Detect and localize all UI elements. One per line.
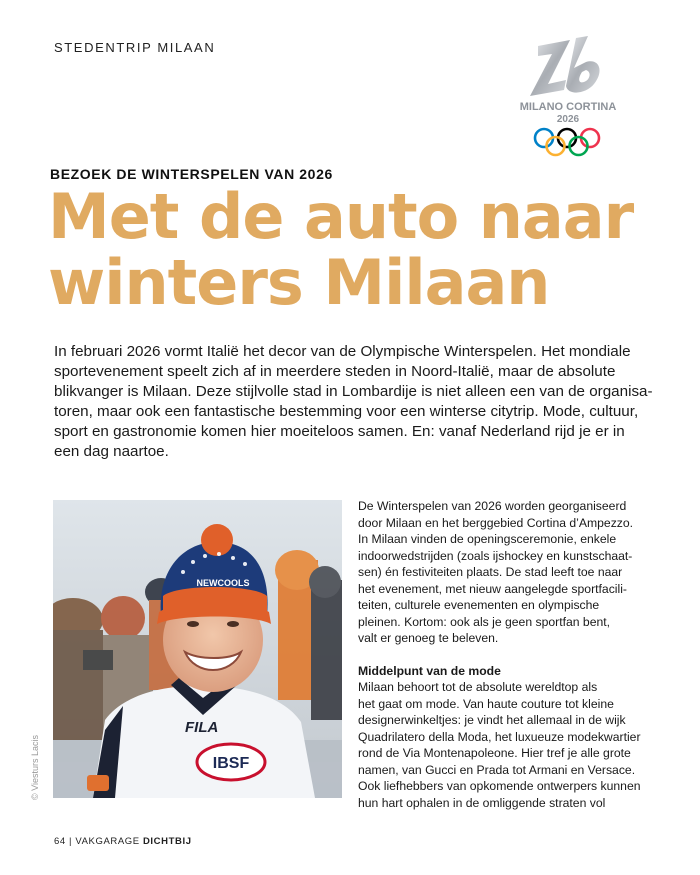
- body-line: indoorwedstrijden (zoals ijshockey en kunstschaat-: [358, 548, 633, 563]
- footer-brand-bold: DICHTBIJ: [142, 836, 192, 847]
- intro-line: sportevenement speelt zich af in meerdere steden in Noord-Italië, maar de absolute: [54, 363, 616, 380]
- intro-line: toren, maar ook een fantastische bestemming voor een winterse citytrip. Mode, cultuur,: [54, 403, 639, 420]
- article-headline: [48, 180, 688, 319]
- body-line: teiten, culturele evenementen en olympische: [358, 598, 600, 612]
- body-line: namen, van Gucci en Prada tot Armani en Versace.: [358, 762, 636, 777]
- ibsf-badge: [197, 744, 265, 780]
- jersey-ibsf-text: IBSF: [212, 755, 250, 772]
- body-line: designerwinkeltjes: je vindt het allemaal in de wijk: [358, 713, 626, 727]
- intro-line: sport en gastronomie komen hier moeiteloos samen. En: vanaf Nederland rijd je er in: [54, 423, 625, 440]
- body-line: Ook liefhebbers van opkomende ontwerpers kunnen: [358, 779, 641, 793]
- intro-line: blikvanger is Milaan. Deze stijlvolle stad in Lombardije is niet alleen een van de organisa-: [54, 383, 653, 400]
- milano-cortina-logo: [508, 32, 628, 160]
- body-line: rond de Via Montenapoleone. Hier tref je alle grote: [358, 746, 631, 760]
- body-line: pleinen. Kortom: ook als je geen sportfan bent,: [358, 614, 611, 629]
- article-subhead: BEZOEK DE WINTERSPELEN VAN 2026: [50, 166, 333, 182]
- photo-credit: © Viesturs Lacis: [30, 735, 40, 800]
- body-line: het evenement, met nieuw aangelegde sportfacili-: [358, 581, 627, 596]
- body-line: Quadrilatero della Moda, het luxueuze modekwartier: [358, 729, 641, 744]
- jersey-fila-text: FILA: [185, 719, 219, 736]
- body-line: sen) én festiviteiten plaats. De stad leeft toe naar: [358, 565, 623, 579]
- body-line: Milaan behoort tot de absolute wereldtop als: [358, 680, 598, 694]
- section-kicker: STEDENTRIP MILAAN: [54, 40, 216, 55]
- footer-brand: VAKGARAGE: [75, 836, 140, 847]
- intro-line: In februari 2026 vormt Italië het decor van de Olympische Winterspelen. Het mondiale: [54, 343, 631, 360]
- footer-separator: |: [69, 836, 73, 847]
- body-line: door Milaan en het berggebied Cortina d’Ampezzo.: [358, 515, 634, 530]
- futura-26-mark: [530, 36, 600, 96]
- olympic-rings-icon: [535, 129, 599, 155]
- body-line: valt er genoeg te beleven.: [358, 631, 499, 645]
- headline-line: winters Milaan: [48, 246, 550, 319]
- body-line: In Milaan vinden de openingsceremonie, enkele: [358, 532, 617, 546]
- intro-line: een dag naartoe.: [54, 443, 169, 460]
- headline-line: Met de auto naar: [48, 180, 634, 253]
- paragraph-gap: [358, 647, 658, 663]
- logo-text-line1: MILANO CORTINA: [519, 101, 617, 113]
- athlete-photo: [53, 500, 342, 798]
- section-title: Middelpunt van de mode: [358, 663, 501, 678]
- page-footer: [54, 836, 192, 847]
- body-line: hun hart ophalen in de omliggende straten vol: [358, 795, 606, 810]
- body-line: het gaat om mode. Van haute couture tot kleine: [358, 696, 614, 711]
- hat-brand-text: NEWCOOLS: [196, 578, 250, 588]
- body-column: [358, 498, 658, 811]
- body-line: De Winterspelen van 2026 worden georganiseerd: [358, 499, 627, 513]
- intro-paragraph: [54, 342, 654, 462]
- logo-text-line2: 2026: [556, 114, 580, 125]
- page-number: 64: [54, 836, 66, 847]
